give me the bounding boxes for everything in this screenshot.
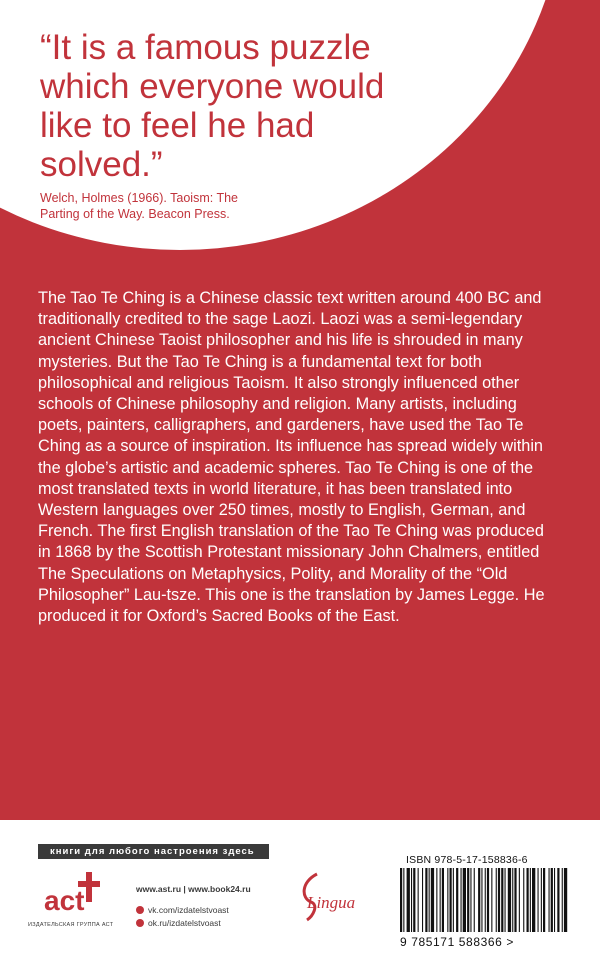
ast-logo-text: act bbox=[44, 885, 85, 916]
barcode-bar bbox=[501, 868, 503, 932]
barcode-bar bbox=[411, 868, 412, 932]
barcode bbox=[394, 868, 570, 938]
ok-link[interactable] bbox=[136, 916, 229, 929]
barcode-bar bbox=[474, 868, 475, 932]
barcode-bar bbox=[557, 868, 559, 932]
barcode-bar bbox=[442, 868, 444, 932]
barcode-bar bbox=[481, 868, 482, 932]
barcode-bar bbox=[429, 868, 430, 932]
barcode-bar bbox=[400, 868, 402, 932]
website-links[interactable]: www.ast.ru | www.book24.ru bbox=[136, 884, 251, 894]
barcode-bar bbox=[436, 868, 437, 932]
ok-link-text: ok.ru/izdatelstvoast bbox=[148, 917, 221, 928]
barcode-bar bbox=[496, 868, 497, 932]
barcode-bar bbox=[541, 868, 542, 932]
barcode-bar bbox=[467, 868, 469, 932]
barcode-bar bbox=[403, 868, 404, 932]
vk-icon bbox=[136, 906, 144, 914]
barcode-bar bbox=[447, 868, 448, 932]
barcode-bar bbox=[491, 868, 492, 932]
lingua-logo-text: Lingua bbox=[307, 893, 356, 912]
isbn-text: ISBN 978-5-17-158836-6 bbox=[406, 854, 528, 866]
barcode-bar bbox=[431, 868, 434, 932]
publisher-footer bbox=[0, 820, 600, 959]
barcode-bar bbox=[418, 868, 419, 932]
barcode-bar bbox=[487, 868, 489, 932]
barcode-bar bbox=[543, 868, 545, 932]
barcode-bar bbox=[538, 868, 539, 932]
barcode-bar bbox=[551, 868, 553, 932]
barcode-bar bbox=[512, 868, 513, 932]
barcode-bar bbox=[554, 868, 555, 932]
barcode-bar bbox=[425, 868, 427, 932]
barcode-bar bbox=[440, 868, 441, 932]
barcode-bar bbox=[485, 868, 486, 932]
barcode-bar bbox=[478, 868, 480, 932]
description-text: The Tao Te Ching is a Chinese classic text written around 400 BC and traditionally credited to the sage Laozi. Laozi was a semi-legendary ancient Chinese Taoist philosopher and his life is shrouded in many mysteries. But the Tao Te Ching is a fundamental text for both philosophical and religious Taoism. It also strongly influenced other schools of Chinese philosophy and religion. Many artists, including poets, painters, calligraphers, and gardeners, have used the Tao Te Ching as a source of inspiration. Its influence has spread widely within the globe’s artistic and academic spheres. Tao Te Ching is one of the most translated texts in world literature, it has been translated into Western languages over 250 times, mostly to English, German, and French. The first English translation of the Tao Te Ching was produced in 1868 by the Scottish Protestant missionary John Chalmers, entitled The Speculations on Metaphysics, Polity, and Morality of the “Old Philosopher” Lau-tsze. This one is the translation by James Legge. He produced it for Oxford’s Sacred Books of the East. bbox=[38, 289, 545, 626]
barcode-bar bbox=[453, 868, 454, 932]
barcode-bar bbox=[527, 868, 529, 932]
barcode-bar bbox=[549, 868, 550, 932]
publisher-caption: ИЗДАТЕЛЬСКАЯ ГРУППА АСТ bbox=[28, 922, 114, 928]
vk-link[interactable] bbox=[136, 903, 229, 916]
ok-icon bbox=[136, 919, 144, 927]
barcode-bar bbox=[470, 868, 471, 932]
barcode-bar bbox=[407, 868, 410, 932]
barcode-bar bbox=[519, 868, 520, 932]
barcode-bar bbox=[413, 868, 415, 932]
barcode-bar bbox=[508, 868, 511, 932]
barcode-bar bbox=[450, 868, 452, 932]
lingua-logo-icon bbox=[297, 868, 359, 928]
barcode-bar bbox=[532, 868, 535, 932]
barcode-bar bbox=[422, 868, 423, 932]
tagline-banner: книги для любого настроения здесь bbox=[38, 844, 269, 859]
barcode-bar bbox=[562, 868, 563, 932]
barcode-bar bbox=[498, 868, 500, 932]
barcode-bar bbox=[456, 868, 458, 932]
social-links bbox=[136, 903, 229, 929]
barcode-bar bbox=[530, 868, 531, 932]
epigraph-quote: “It is a famous puzzle which everyone would like to feel he had solved.” bbox=[40, 28, 385, 184]
barcode-bar bbox=[463, 868, 466, 932]
ast-logo-icon bbox=[42, 868, 112, 920]
barcode-bar bbox=[461, 868, 462, 932]
barcode-bar bbox=[514, 868, 516, 932]
epigraph-citation: Welch, Holmes (1966). Taoism: The Parting of the Way. Beacon Press. bbox=[40, 191, 238, 221]
barcode-bar bbox=[523, 868, 524, 932]
vk-link-text: vk.com/izdatelstvoast bbox=[148, 904, 229, 915]
barcode-bar bbox=[505, 868, 506, 932]
barcode-bar bbox=[564, 868, 567, 932]
barcode-number: 9 785171 588366 > bbox=[400, 935, 514, 949]
